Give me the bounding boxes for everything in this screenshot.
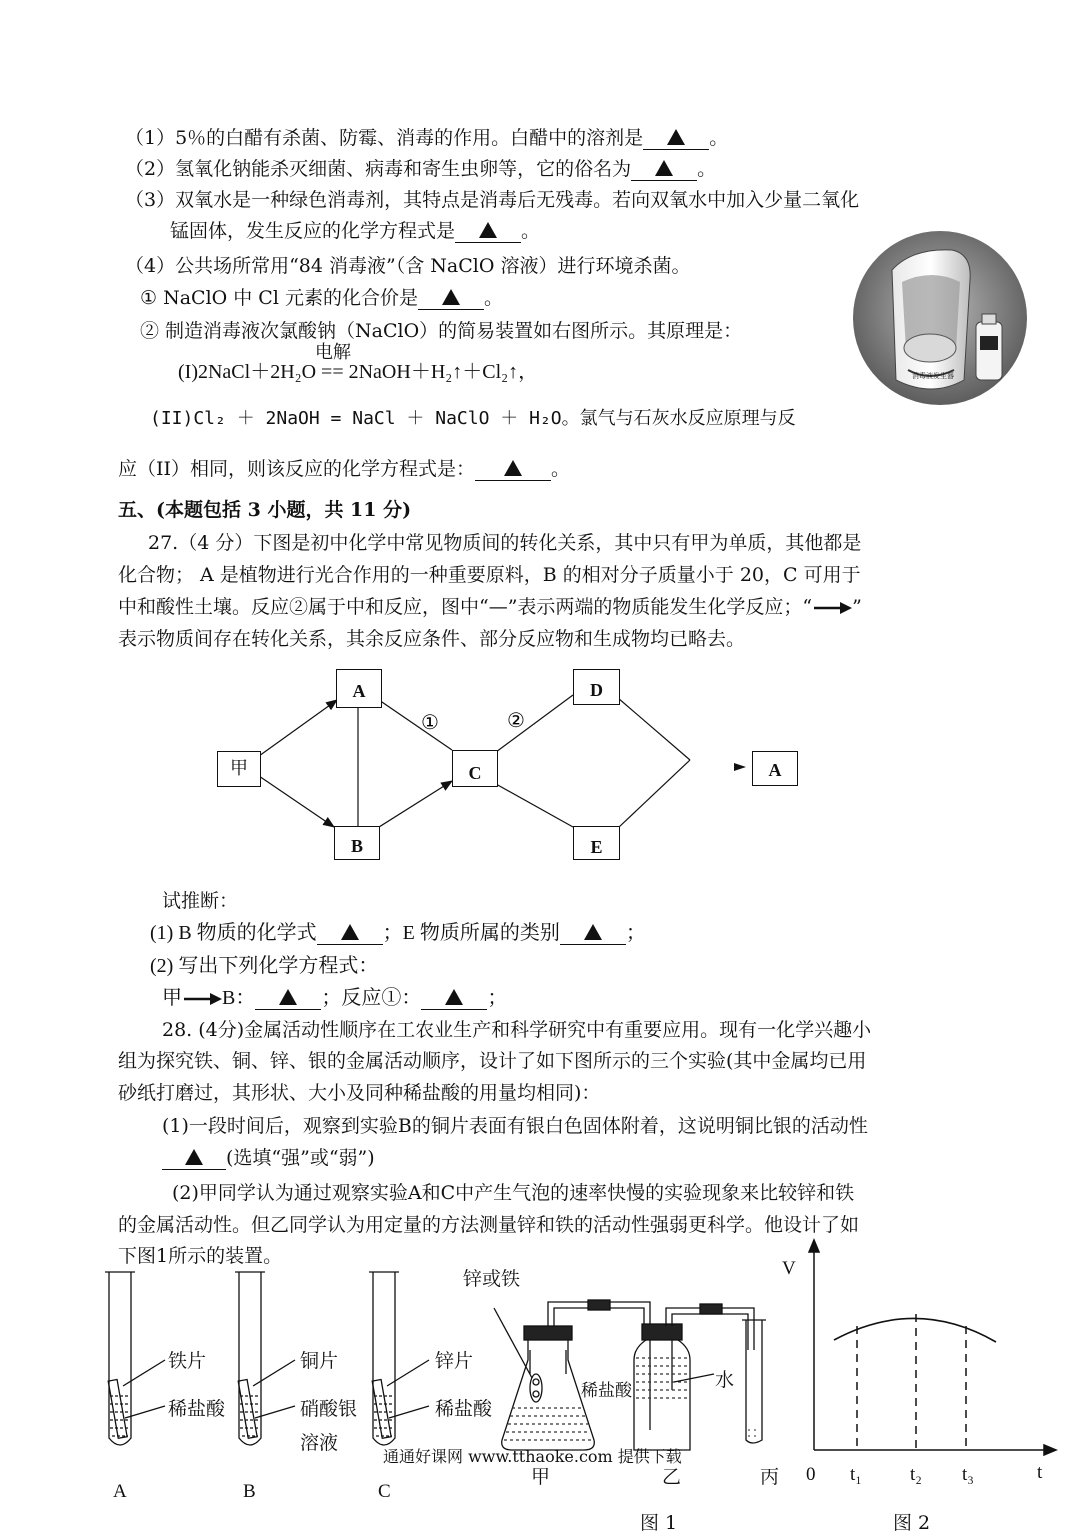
- q28-para-1: 28. (4分)金属活动性顺序在工农业生产和科学研究中有重要应用。现有一化学兴趣小: [162, 1019, 872, 1041]
- answer-blank[interactable]: [560, 922, 626, 945]
- q28-sub-1b: (选填“强”或“弱”): [162, 1145, 375, 1171]
- apparatus-figure: [470, 1290, 800, 1470]
- arrow-right-icon: [182, 992, 222, 1006]
- q27-sub-3: 甲 B： ；反应①： ；: [162, 987, 508, 1009]
- q26-line-2: （2）氢氧化钠能杀灭细菌、病毒和寄生虫卵等，它的俗名为 。: [125, 158, 717, 180]
- q28-sub-1: (1)一段时间后，观察到实验B的铜片表面有银白色固体附着，这说明铜比银的活动性: [162, 1115, 868, 1137]
- node-C: C: [452, 750, 498, 787]
- answer-blank[interactable]: [475, 458, 551, 481]
- arrow-right-icon: [812, 601, 852, 615]
- metal-label: 锌或铁: [463, 1268, 521, 1290]
- answer-blank[interactable]: [255, 987, 321, 1010]
- triangle-icon: [445, 989, 463, 1005]
- q28-para-3: 砂纸打磨过，其形状、大小及同种稀盐酸的用量均相同)：: [118, 1082, 601, 1104]
- q28-para-2: 组为探究铁、铜、锌、银的金属活动顺序，设计了如下图所示的三个实验(其中金属均已用: [118, 1050, 867, 1072]
- node-E: E: [573, 826, 620, 860]
- answer-blank[interactable]: [421, 987, 487, 1010]
- q27-para-1: 27.（4 分）下图是初中化学中常见物质间的转化关系，其中只有甲为单质，其他都是: [148, 532, 862, 554]
- answer-blank[interactable]: [162, 1147, 226, 1170]
- electrolysis-label: 电解: [315, 342, 351, 363]
- node-A-2: A: [752, 751, 798, 786]
- answer-blank[interactable]: [317, 922, 383, 945]
- graph-t2-label: t₂: [910, 1464, 922, 1485]
- tube-c-name: C: [378, 1481, 391, 1502]
- triangle-icon: [655, 160, 673, 176]
- q27-para-4: 表示物质间存在转化关系，其余反应条件、部分反应物和生成物均已略去。: [118, 628, 746, 650]
- tube-c-metal-label: 锌片: [435, 1350, 474, 1372]
- triangle-icon: [185, 1149, 203, 1165]
- disinfectant-device-image: [852, 230, 1028, 406]
- q26-line-1: （1）5％的白醋有杀菌、防霉、消毒的作用。白醋中的溶剂是 。: [125, 127, 729, 149]
- q26-line-5: 应（II）相同，则该反应的化学方程式是： 。: [118, 458, 571, 480]
- graph-t1-label: t₁: [850, 1464, 862, 1485]
- triangle-icon: [504, 460, 522, 476]
- answer-blank[interactable]: [418, 287, 484, 310]
- triangle-icon: [279, 989, 297, 1005]
- triangle-icon: [479, 222, 497, 238]
- tube-b-name: B: [243, 1481, 256, 1502]
- answer-blank[interactable]: [455, 220, 521, 243]
- equation-2: (II)Cl₂ ＋ 2NaOH = NaCl ＋ NaClO ＋ H₂O。氯气与石灰水反应原理与反: [150, 408, 796, 429]
- node-B: B: [334, 826, 380, 860]
- q28-sub-2c: 下图1所示的装置。: [118, 1245, 283, 1267]
- graph-t-label: t: [1037, 1462, 1043, 1483]
- tube-a-name: A: [113, 1481, 127, 1502]
- relation-diagram: [0, 660, 1087, 870]
- apparatus-bing-label: 丙: [760, 1466, 780, 1488]
- triangle-icon: [442, 289, 460, 305]
- q26-line-4: （4）公共场所常用“84 消毒液”（含 NaClO 溶液）进行环境杀菌。: [125, 255, 691, 277]
- apparatus-jia-label: 甲: [531, 1466, 551, 1488]
- q27-sub-1: (1) B 物质的化学式 ；E 物质所属的类别 ；: [150, 922, 646, 944]
- answer-blank[interactable]: [643, 127, 709, 150]
- node-A: A: [336, 669, 382, 708]
- acid-label: 稀盐酸: [581, 1381, 632, 1401]
- figure-2-caption: 图 2: [893, 1512, 931, 1534]
- tube-c-solution-label: 稀盐酸: [435, 1398, 493, 1420]
- tube-b-solution-label: 硝酸银: [300, 1398, 358, 1420]
- tube-b-solution-label-2: 溶液: [300, 1432, 339, 1454]
- graph-t3-label: t₃: [962, 1464, 974, 1485]
- q26-line-3: （3）双氧水是一种绿色消毒剂，其特点是消毒后无残毒。若向双氧水中加入少量二氧化: [125, 189, 860, 211]
- watermark: 通通好课网 www.tthaoke.com 提供下载: [383, 1447, 682, 1466]
- tube-a-solution-label: 稀盐酸: [168, 1398, 226, 1420]
- node-D: D: [573, 669, 620, 705]
- graph-v-label: V: [782, 1258, 796, 1279]
- volume-time-graph: [800, 1236, 1070, 1476]
- figure-1-caption: 图 1: [640, 1512, 678, 1534]
- tube-a-metal-label: 铁片: [168, 1350, 207, 1372]
- q27-sub-2: (2) 写出下列化学方程式：: [150, 955, 379, 977]
- tube-b-metal-label: 铜片: [300, 1350, 339, 1372]
- q28-sub-2b: 的金属活动性。但乙同学认为用定量的方法测量锌和铁的活动性强弱更科学。他设计了如: [118, 1214, 860, 1236]
- equation-1: (I)2NaCl＋2H₂O == 2NaOH＋H₂↑＋Cl₂↑，: [178, 361, 539, 383]
- triangle-icon: [584, 924, 602, 940]
- q26-line-4-1: ① NaClO 中 Cl 元素的化合价是 。: [140, 287, 503, 309]
- graph-origin-label: 0: [806, 1464, 816, 1485]
- answer-blank[interactable]: [631, 158, 697, 181]
- triangle-icon: [667, 129, 685, 145]
- section-heading: 五、(本题包括 3 小题，共 11 分): [118, 499, 412, 521]
- water-label: 水: [715, 1369, 735, 1391]
- test-tubes-figure: [95, 1268, 485, 1468]
- node-jia: 甲: [217, 751, 261, 787]
- triangle-icon: [341, 924, 359, 940]
- q28-sub-2: (2)甲同学认为通过观察实验A和C中产生气泡的速率快慢的实验现象来比较锌和铁: [172, 1182, 855, 1204]
- q27-para-2: 化合物； A 是植物进行光合作用的一种重要原料，B 的相对分子质量小于 20，C 可用于: [118, 564, 861, 586]
- q26-line-4-2: ② 制造消毒液次氯酸钠（NaClO）的简易装置如右图所示。其原理是：: [140, 320, 743, 342]
- reaction-2-mark: ②: [507, 708, 525, 732]
- q27-para-3: 中和酸性土壤。反应②属于中和反应，图中“—”表示两端的物质能发生化学反应；“ ”: [118, 596, 862, 618]
- infer-label: 试推断：: [162, 890, 239, 912]
- device-label: 消毒液发生器: [912, 372, 954, 380]
- reaction-1-mark: ①: [421, 710, 439, 734]
- apparatus-yi-label: 乙: [662, 1466, 682, 1488]
- q26-line-3b: 锰固体，发生反应的化学方程式是 。: [170, 220, 541, 242]
